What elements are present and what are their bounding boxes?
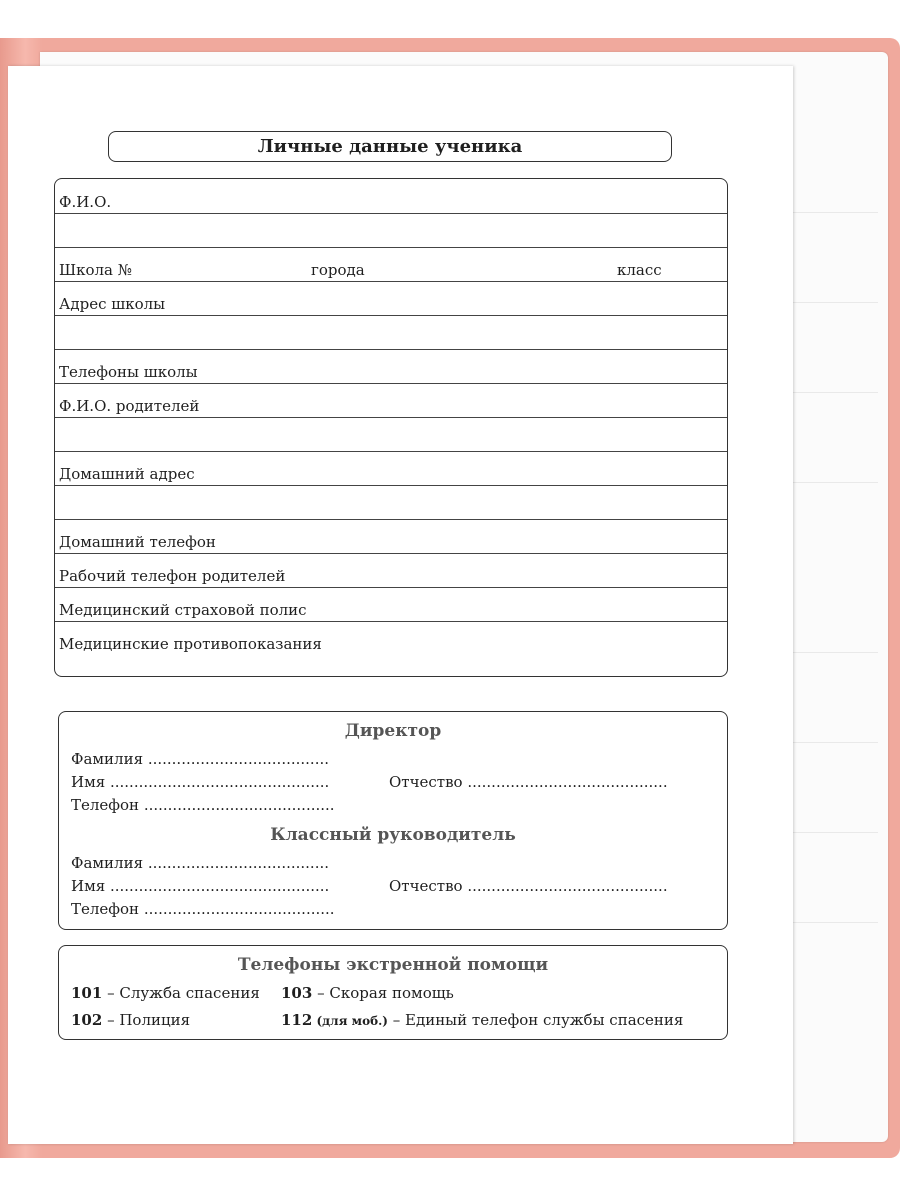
- teacher-patronymic-field[interactable]: Отчество ..........................................: [389, 877, 668, 895]
- teacher-surname-field[interactable]: Фамилия ......................................: [71, 854, 330, 872]
- label-class: класс: [617, 261, 662, 279]
- director-patronymic-field[interactable]: Отчество ..........................................: [389, 773, 668, 791]
- emergency-text-112: – Единый телефон службы спасения: [387, 1011, 684, 1029]
- director-phone-field[interactable]: Телефон ........................................: [71, 796, 335, 814]
- personal-data-form: [54, 178, 728, 677]
- emergency-number-103: 103: [281, 984, 313, 1002]
- emergency-item-103: [281, 984, 454, 1002]
- field-parents-work-phone[interactable]: [55, 553, 727, 588]
- field-parents-fio-line2[interactable]: [55, 417, 727, 452]
- field-home-address-line2[interactable]: [55, 485, 727, 520]
- staff-contacts-box: [58, 711, 728, 930]
- page: [8, 66, 793, 1144]
- emergency-note-112: (для моб.): [312, 1014, 388, 1028]
- field-fio-line2[interactable]: [55, 213, 727, 248]
- teacher-phone-field[interactable]: Телефон ........................................: [71, 900, 335, 918]
- emergency-heading: Телефоны экстренной помощи: [237, 955, 549, 975]
- director-heading: Директор: [344, 721, 442, 741]
- page-title: Личные данные ученика: [108, 131, 672, 162]
- field-parents-fio[interactable]: [55, 383, 727, 418]
- emergency-number-101: 101: [71, 984, 103, 1002]
- field-school-address-line2[interactable]: [55, 315, 727, 350]
- field-school-phones[interactable]: [55, 349, 727, 384]
- label-home-address: Домашний адрес: [59, 465, 195, 483]
- label-parents-fio: Ф.И.О. родителей: [59, 397, 200, 415]
- label-school: Школа №: [59, 261, 132, 279]
- field-medical-policy[interactable]: [55, 587, 727, 622]
- field-fio[interactable]: [55, 179, 727, 214]
- label-medical-contra: Медицинские противопоказания: [59, 635, 322, 653]
- label-medical-policy: Медицинский страховой полис: [59, 601, 307, 619]
- emergency-number-102: 102: [71, 1011, 103, 1029]
- emergency-number-112: 112: [281, 1011, 313, 1029]
- field-school[interactable]: [55, 247, 727, 282]
- director-surname-field[interactable]: Фамилия ......................................: [71, 750, 330, 768]
- field-home-phone[interactable]: [55, 519, 727, 554]
- label-parents-work-phone: Рабочий телефон родителей: [59, 567, 286, 585]
- emergency-phones-box: [58, 945, 728, 1040]
- field-school-address[interactable]: [55, 281, 727, 316]
- emergency-item-101: [71, 984, 260, 1002]
- label-home-phone: Домашний телефон: [59, 533, 216, 551]
- label-city: города: [311, 261, 365, 279]
- teacher-name-field[interactable]: Имя ..............................................: [71, 877, 330, 895]
- director-name-field[interactable]: Имя ..............................................: [71, 773, 330, 791]
- emergency-text-103: – Скорая помощь: [312, 984, 454, 1002]
- label-school-phones: Телефоны школы: [59, 363, 198, 381]
- field-home-address[interactable]: [55, 451, 727, 486]
- emergency-text-102: – Полиция: [102, 1011, 191, 1029]
- label-school-address: Адрес школы: [59, 295, 166, 313]
- emergency-item-102: [71, 1011, 190, 1029]
- teacher-heading: Классный руководитель: [270, 825, 516, 845]
- emergency-text-101: – Служба спасения: [102, 984, 260, 1002]
- field-medical-contra[interactable]: [55, 621, 727, 655]
- label-fio: Ф.И.О.: [59, 193, 112, 211]
- emergency-item-112: [281, 1011, 683, 1029]
